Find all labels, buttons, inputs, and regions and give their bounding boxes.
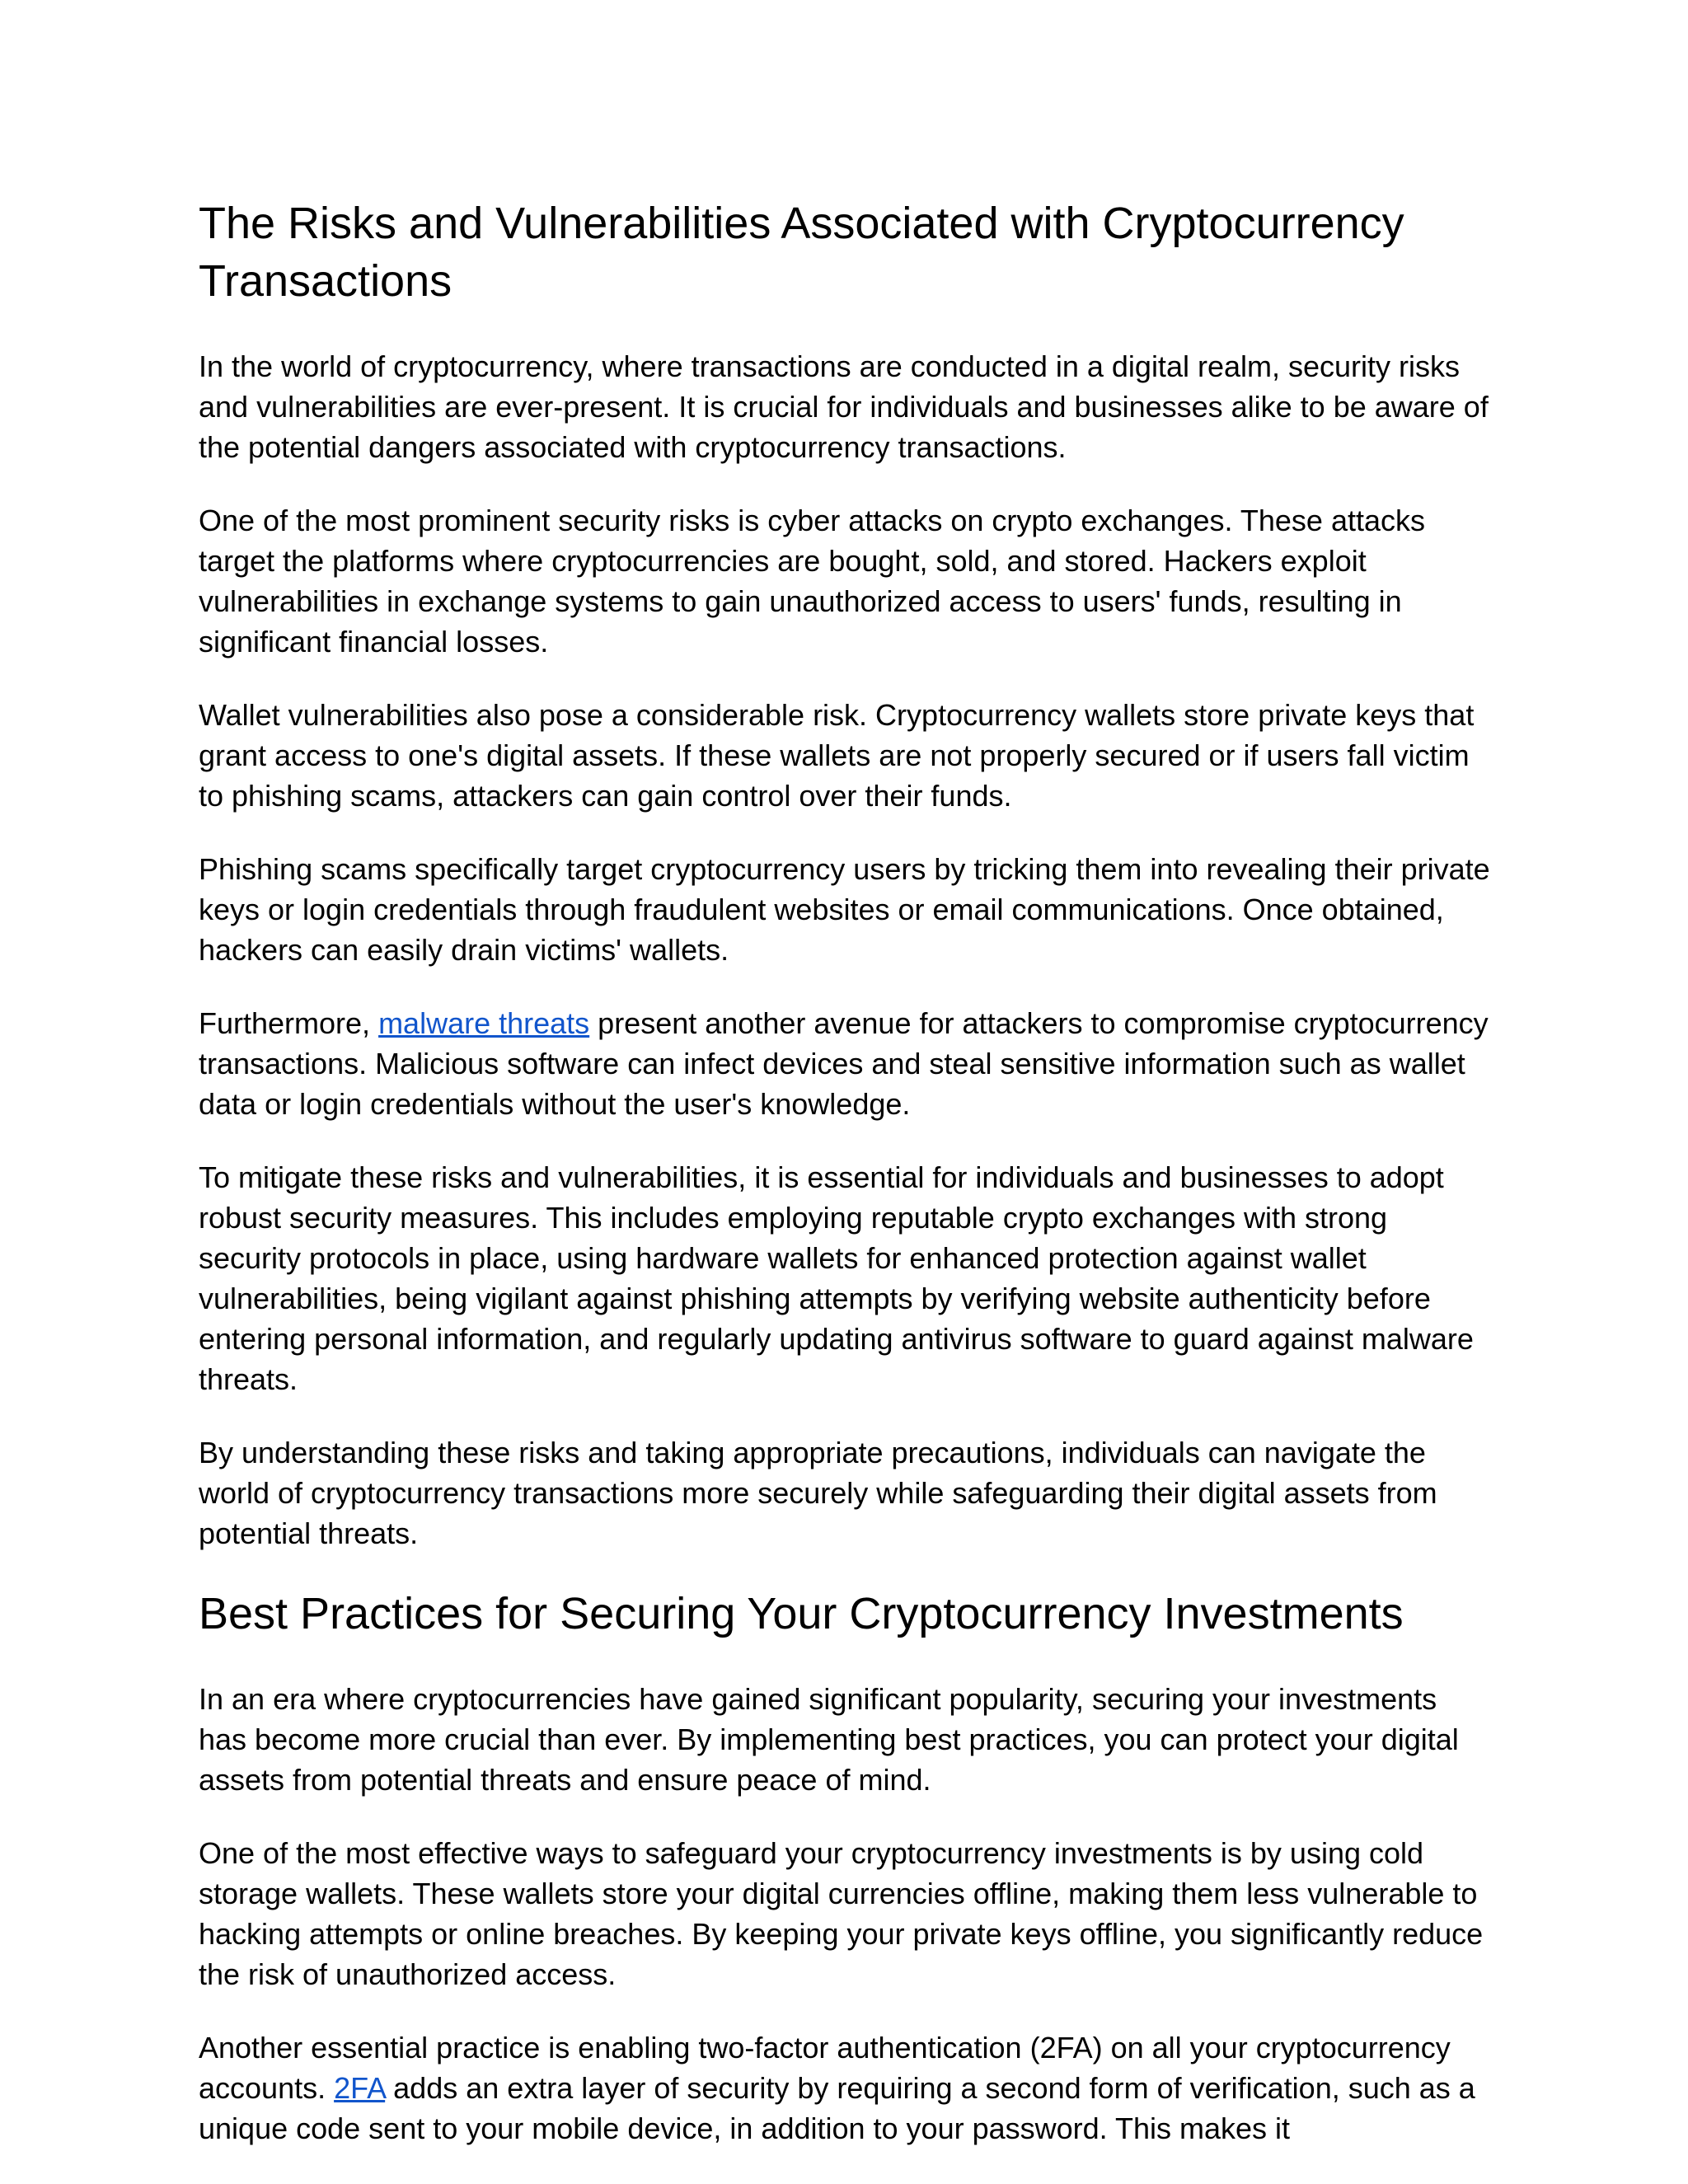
malware-threats-link[interactable]: malware threats (378, 1006, 590, 1040)
paragraph-text: present another avenue for attackers to compromise cryptocurrency transactions. Malicious software can infect devices and steal sensitive information such as wallet data or login credentials without the user's knowledge. (199, 1006, 1489, 1121)
section-best-practices (199, 1585, 1493, 2149)
paragraph: Phishing scams specifically target cryptocurrency users by tricking them into revealing their private keys or login credentials through fraudulent websites or email communications. Once obtained, hackers can easily drain victims' wallets. (199, 852, 1490, 967)
paragraph: In the world of cryptocurrency, where transactions are conducted in a digital realm, security risks and vulnerabilities are ever-present. It is crucial for individuals and businesses alike to be aware of the potential dangers associated with cryptocurrency transactions. (199, 349, 1489, 464)
paragraph: One of the most prominent security risks is cyber attacks on crypto exchanges. These attacks target the platforms where cryptocurrencies are bought, sold, and stored. Hackers exploit vulnerabilities in exchange systems to gain unauthorized access to users' funds, resulting in significant financial losses. (199, 504, 1425, 658)
paragraph: In an era where cryptocurrencies have gained significant popularity, securing your investments has become more crucial than ever. By implementing best practices, you can protect your digital assets from potential threats and ensure peace of mind. (199, 1682, 1459, 1797)
paragraph: By understanding these risks and taking appropriate precautions, individuals can navigate the world of cryptocurrency transactions more securely while safeguarding their digital assets from potential threats. (199, 1436, 1437, 1550)
paragraph: To mitigate these risks and vulnerabilities, it is essential for individuals and businesses to adopt robust security measures. This includes employing reputable crypto exchanges with strong security protocols in place, using hardware wallets for enhanced protection against wallet vulnerabilities, being vigilant against phishing attempts by verifying website authenticity before entering personal information, and regularly updating antivirus software to guard against malware threats. (199, 1160, 1474, 1396)
paragraph (199, 2027, 1493, 2149)
section-risks (199, 194, 1493, 1554)
paragraph-text: Another essential practice is enabling two-factor authentication (2FA) on all your cryptocurrency accounts. (199, 2031, 1451, 2105)
2fa-link[interactable]: 2FA (334, 2071, 386, 2105)
section-title: The Risks and Vulnerabilities Associated with Cryptocurrency Transactions (199, 199, 1404, 306)
paragraph (199, 1003, 1493, 1124)
section-title: Best Practices for Securing Your Cryptocurrency Investments (199, 1589, 1404, 1638)
document-page (199, 194, 1493, 2149)
paragraph-text: adds an extra layer of security by requiring a second form of verification, such as a unique code sent to your mobile device, in addition to your password. This makes it (199, 2071, 1475, 2145)
paragraph: Wallet vulnerabilities also pose a considerable risk. Cryptocurrency wallets store private keys that grant access to one's digital assets. If these wallets are not properly secured or if users fall victim to phishing scams, attackers can gain control over their funds. (199, 698, 1475, 813)
paragraph-text: Furthermore, (199, 1006, 379, 1040)
paragraph: One of the most effective ways to safeguard your cryptocurrency investments is by using cold storage wallets. These wallets store your digital currencies offline, making them less vulnerable to hacking attempts or online breaches. By keeping your private keys offline, you significantly reduce the risk of unauthorized access. (199, 1836, 1484, 1991)
